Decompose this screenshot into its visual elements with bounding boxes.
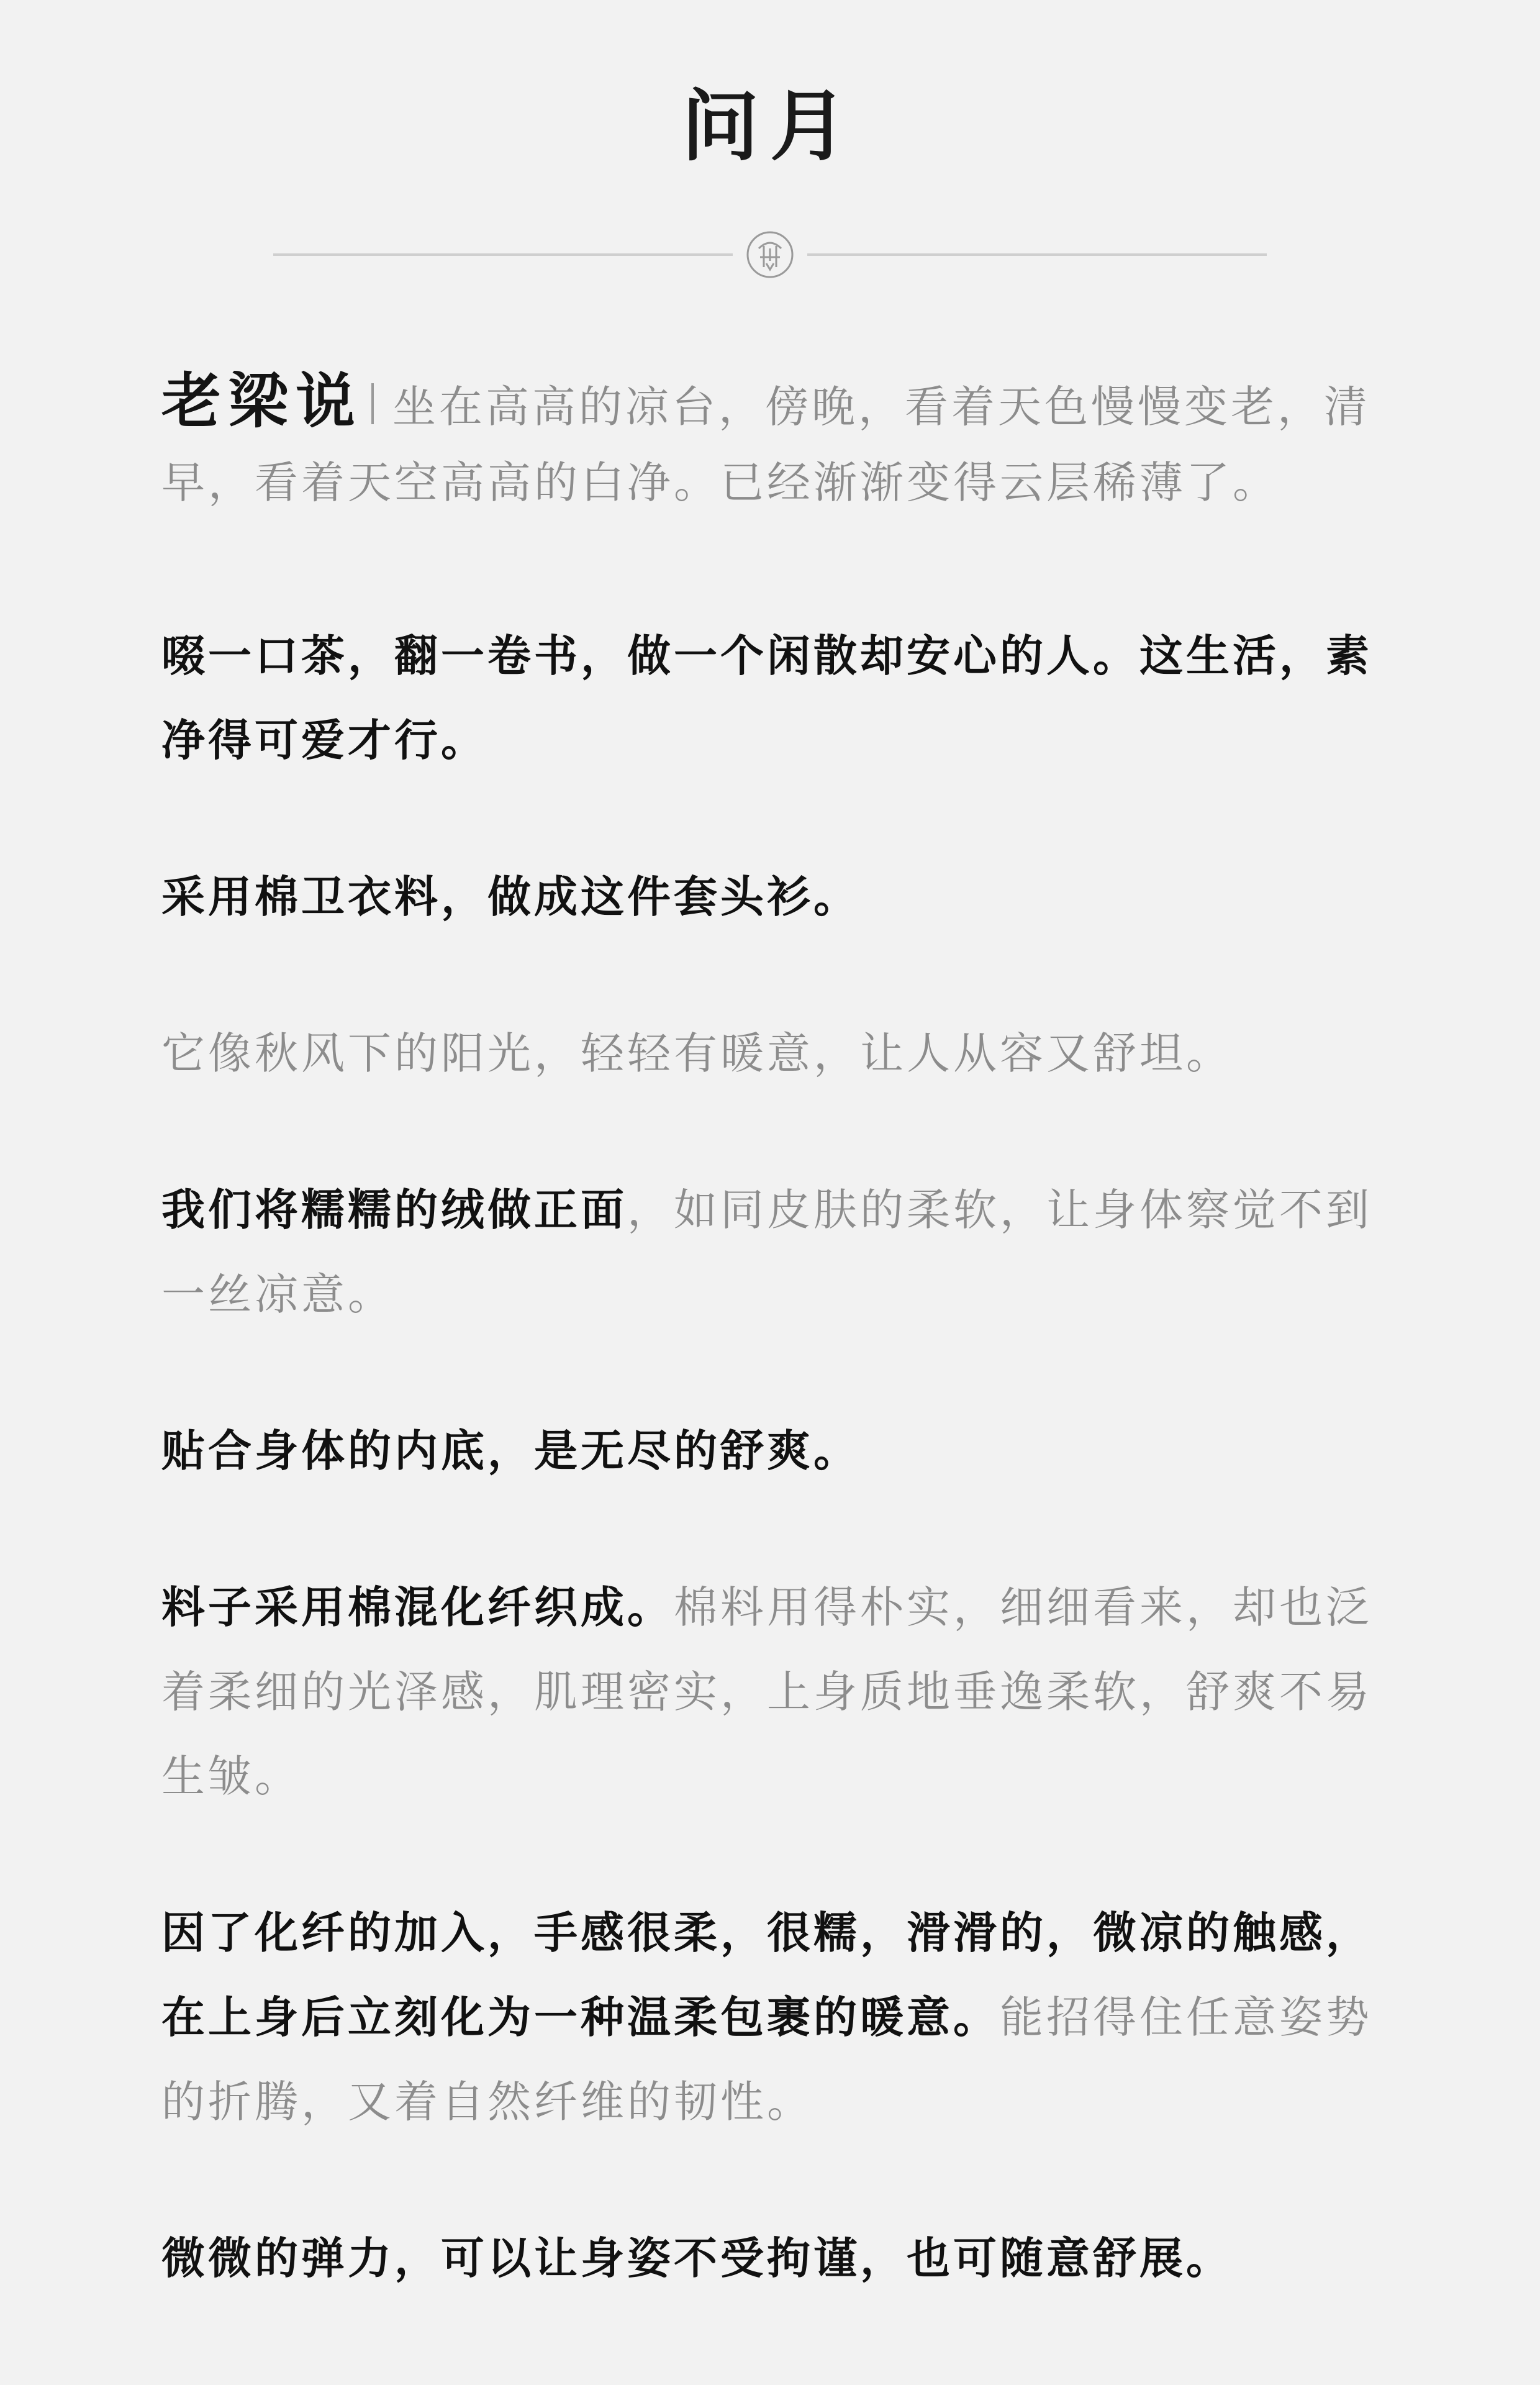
paragraph-gray: 能招得住任意姿势的折腾，又着自然纤维的韧性。 (161, 1992, 1372, 2127)
author-name: 老梁说 (161, 366, 363, 436)
article-body (161, 363, 1379, 2373)
seal-icon (745, 230, 795, 279)
intro-text: 坐在高高的凉台，傍晚，看着天色慢慢变老，清早，看着天空高高的白净。已经渐渐变得云层稀薄了。 (161, 381, 1370, 508)
paragraph-gray: 它像秋风下的阳光，轻轻有暖意，让人从容又舒坦。 (161, 1028, 1233, 1079)
paragraph-8 (161, 2216, 1379, 2301)
paragraph-5 (161, 1409, 1379, 1493)
paragraph-7 (161, 1891, 1379, 2144)
divider-line-left (273, 253, 733, 256)
paragraph-bold: 因了化纤的加入，手感很柔，很糯，滑滑的，微凉的触感，在上身后立刻化为一种温柔包裹的暖意。 (161, 1907, 1372, 2043)
author-separator (371, 383, 374, 424)
paragraph-bold: 啜一口茶，翻一卷书，做一个闲散却安心的人。这生活，素净得可爱才行。 (161, 630, 1372, 766)
paragraph-bold: 采用棉卫衣料，做成这件套头衫。 (161, 871, 860, 922)
title-divider (273, 224, 1267, 286)
page-title: 问月 (681, 81, 858, 171)
paragraph-2 (161, 855, 1379, 939)
paragraph-gray: 棉料用得朴实，细细看来，却也泛着柔细的光泽感，肌理密实，上身质地垂逸柔软，舒爽不易生皱。 (161, 1582, 1372, 1802)
intro-paragraph (161, 363, 1379, 520)
paragraph-bold: 贴合身体的内底，是无尽的舒爽。 (161, 1425, 860, 1476)
paragraph-6 (161, 1565, 1379, 1819)
paragraph-bold: 我们将糯糯的绒做正面 (161, 1184, 627, 1235)
paragraph-bold: 微微的弹力，可以让身姿不受拘谨，也可随意舒展。 (161, 2233, 1233, 2284)
paragraph-gray: ，如同皮肤的柔软，让身体察觉不到一丝凉意。 (161, 1184, 1372, 1320)
paragraph-3 (161, 1011, 1379, 1096)
paragraph-bold: 料子采用棉混化纤织成。 (161, 1582, 674, 1633)
divider-line-right (807, 253, 1267, 256)
paragraph-4 (161, 1168, 1379, 1337)
paragraph-1 (161, 614, 1379, 783)
